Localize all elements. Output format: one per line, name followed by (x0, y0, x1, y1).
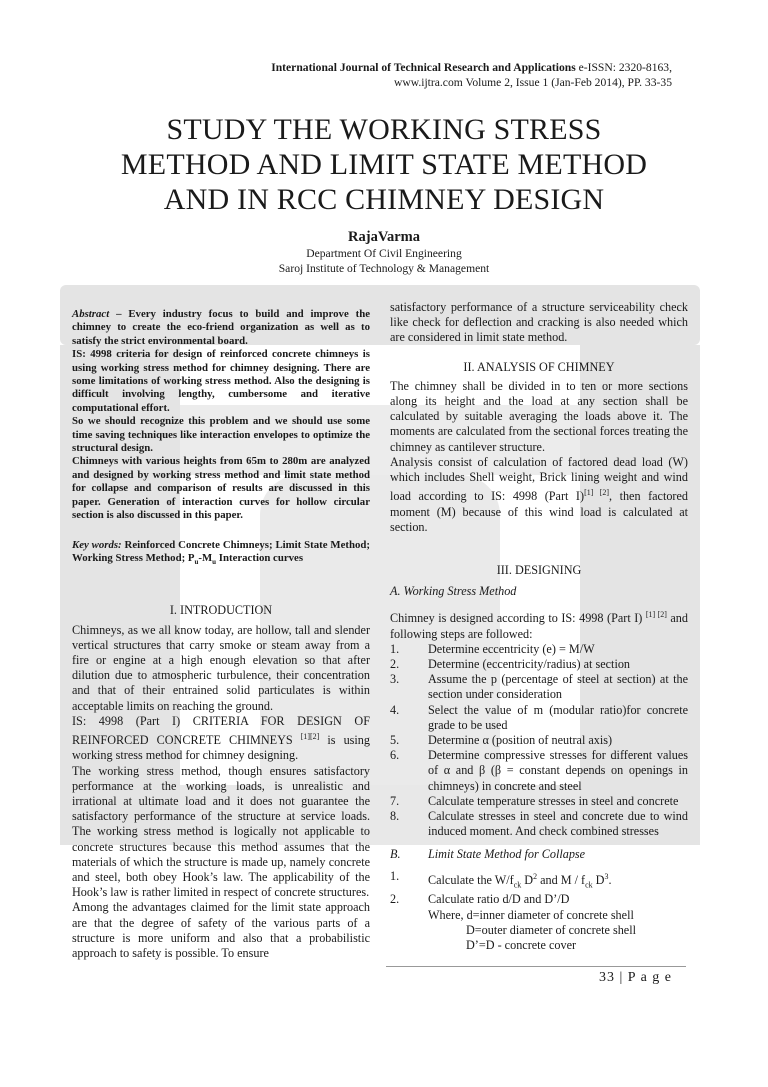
list-item (390, 642, 688, 657)
step-text: Calculate ratio d/D and D’/D (428, 892, 570, 907)
keywords-label: Key words: (72, 538, 125, 551)
intro-paragraph: Among the advantages claimed for the limit state approach are that the degree of safety of the various parts of a structure is more uniform and also that a probabilistic approach to safety is possible. To ensure (72, 900, 370, 960)
step-number: 8. (390, 809, 400, 824)
paper-title (60, 112, 708, 217)
step-number: 1. (390, 868, 400, 883)
keywords-text: -M (198, 551, 213, 564)
list-item (390, 672, 688, 702)
step-text: Determine eccentricity (e) = M/W (428, 641, 595, 656)
where-line: Where, d=inner diameter of concrete shell (428, 907, 634, 922)
subsection-letter: B. (390, 847, 401, 862)
analysis-paragraph (390, 455, 688, 535)
step-text: Assume the p (percentage of steel at section) at the section under consideration (428, 672, 688, 702)
intro-text: IS: 4998 (Part I) CRITERIA FOR DESIGN OF REINFORCED CONCRETE CHIMNEYS (72, 713, 370, 748)
citation: [1][2] (300, 732, 320, 742)
step-text: Determine (eccentricity/radius) at section (428, 656, 631, 671)
page-label: | P a g e (615, 970, 672, 985)
subsection-title: Limit State Method for Collapse (428, 847, 586, 862)
footer-divider (386, 966, 686, 967)
formula-sub: ck (513, 880, 522, 890)
step-number: 6. (390, 748, 400, 763)
subsection-limit-state (390, 847, 688, 862)
author-institute: Saroj Institute of Technology & Management (278, 262, 490, 275)
abstract-text: – Every industry focus to build and improve the chimney to create the eco-friend organization as well as to satisfy the strict environmental board. (72, 308, 370, 347)
abstract (72, 308, 370, 523)
design-text: Chimney is designed according to IS: 4998 (Part I) (390, 611, 646, 626)
formula-text: D (592, 872, 605, 887)
title-line: AND IN RCC CHIMNEY DESIGN (163, 183, 605, 216)
section-heading-analysis: II. ANALYSIS OF CHIMNEY (463, 359, 615, 374)
author-department: Department Of Civil Engineering (306, 247, 462, 260)
analysis-paragraph: The chimney shall be divided in to ten or more sections along its height and the load at any section shall be calculated by suitable averaging the loads above it. The moments are calculated from the sectional forces treating the chimney as cantilever structure. (390, 378, 688, 454)
abstract-text: Chimneys with various heights from 65m to 280m are analyzed and designed by working stress method and limit state method for collapse and comparison of results are discussed in this paper. Generation of interaction curves for hollow circular section is also discussed in this paper. (72, 455, 370, 522)
list-item (390, 794, 688, 809)
keywords-sub: u (194, 558, 199, 567)
continued-paragraph: satisfactory performance of a structure serviceability check like check for deflection and cracking is also needed which are considered in limit state method. (390, 300, 688, 345)
formula-text: and M / f (537, 872, 586, 887)
section-heading-designing: III. DESIGNING (496, 562, 582, 577)
list-item (390, 892, 688, 907)
list-item (390, 869, 688, 893)
left-column (72, 308, 370, 961)
abstract-text: IS: 4998 criteria for design of reinforced concrete chimneys is using working stress method for chimney designing. There are some limitations of working stress method. Also the designing is difficult involving lengthy, cumbersome and iterative computational effort. (72, 348, 370, 414)
formula-sub: ck (585, 880, 593, 890)
step-text: Calculate stresses in steel and concrete due to wind induced moment. And check combined stresses (428, 809, 688, 839)
step-number: 2. (390, 656, 400, 671)
step-number: 7. (390, 793, 400, 808)
design-text: and following steps are followed: (390, 611, 688, 641)
step-text (428, 869, 688, 893)
step-number: 2. (390, 892, 400, 907)
design-intro (390, 607, 688, 641)
step-text: Select the value of m (modular ratio)for concrete grade to be used (428, 702, 688, 732)
intro-paragraph: Chimneys, as we all know today, are hollow, tall and slender vertical structures that carry smoke or steam away from a fire or engine at a high enough elevation so that after dilution due to atmospheric turbulence, their concentration and that of their entrained solid particulates is within acceptable limits on reaching the ground. (72, 622, 370, 713)
keywords-text: Reinforced Concrete Chimneys; Limit State Method; Working Stress Method; P (72, 538, 370, 564)
analysis-text: , then factored moment (M) because of this wind load is calculated at section. (390, 489, 688, 534)
journal-header (112, 60, 672, 90)
list-item (390, 703, 688, 733)
formula-text: Calculate the W/f (428, 872, 514, 887)
author-block (0, 228, 768, 276)
step-number: 1. (390, 641, 400, 656)
page-number (599, 970, 672, 986)
intro-text: is using working stress method for chimney designing. (72, 733, 370, 763)
journal-issn: e-ISSN: 2320-8163, (575, 61, 672, 74)
list-item (390, 748, 688, 794)
abstract-text: So we should recognize this problem and we should use some time saving techniques like interaction envelopes to optimize the structural design. (72, 415, 370, 455)
step-text: Determine compressive stresses for different values of α and β (β = constant depends on openings in chimneys) in concrete and steel (428, 748, 688, 793)
keywords-sub: u (212, 558, 217, 567)
section-heading-introduction: I. INTRODUCTION (169, 603, 273, 618)
intro-paragraph (72, 714, 370, 764)
formula-text: D (521, 872, 534, 887)
author-name: RajaVarma (348, 229, 420, 245)
abstract-label: Abstract (72, 308, 110, 320)
analysis-text: Analysis consist of calculation of factored dead load (W) which includes Shell weight, Brick lining weight and wind load according to IS: 4998 (Part I) (390, 454, 688, 504)
formula-text: . (608, 872, 612, 887)
right-column (390, 300, 688, 953)
step-number: 5. (390, 733, 400, 747)
journal-volume-line: www.ijtra.com Volume 2, Issue 1 (Jan-Feb 2014), PP. 33-35 (393, 76, 672, 89)
citation: [1] [2] (584, 488, 609, 498)
subsection-working-stress: A. Working Stress Method (390, 584, 517, 599)
title-line: STUDY THE WORKING STRESS (166, 113, 602, 146)
list-item (390, 733, 688, 748)
where-line: D’=D - concrete cover (466, 937, 577, 952)
step-text: Calculate temperature stresses in steel and concrete (428, 793, 679, 808)
design-steps (390, 642, 688, 840)
intro-paragraph: The working stress method, though ensures satisfactory performance at the working loads, is unrealistic and irrational at ultimate load and it does not guarantee the satisfactory performance of the structure at service loads. The working stress method is logically not applicable to concrete structures because this method assumes that the materials of which the structure is made up, namely concrete and steel, both obey Hook’s law. The applicability of the Hook’s law is rather limited in respect of concrete structures. (72, 763, 370, 900)
citation: [1] [2] (645, 610, 667, 620)
formula-sup: 3 (604, 871, 609, 881)
step-number: 3. (390, 672, 400, 687)
journal-name: International Journal of Technical Research and Applications (271, 61, 576, 74)
title-line: METHOD AND LIMIT STATE METHOD (120, 148, 648, 181)
list-item (390, 657, 688, 672)
list-item (390, 809, 688, 839)
keywords-text: Interaction curves (216, 551, 304, 564)
page-number-value: 33 (599, 970, 615, 985)
where-line: D=outer diameter of concrete shell (466, 922, 636, 937)
formula-sup: 2 (533, 871, 538, 881)
keywords (72, 539, 370, 570)
step-text: Determine α (position of neutral axis) (428, 733, 613, 747)
step-number: 4. (390, 702, 400, 717)
